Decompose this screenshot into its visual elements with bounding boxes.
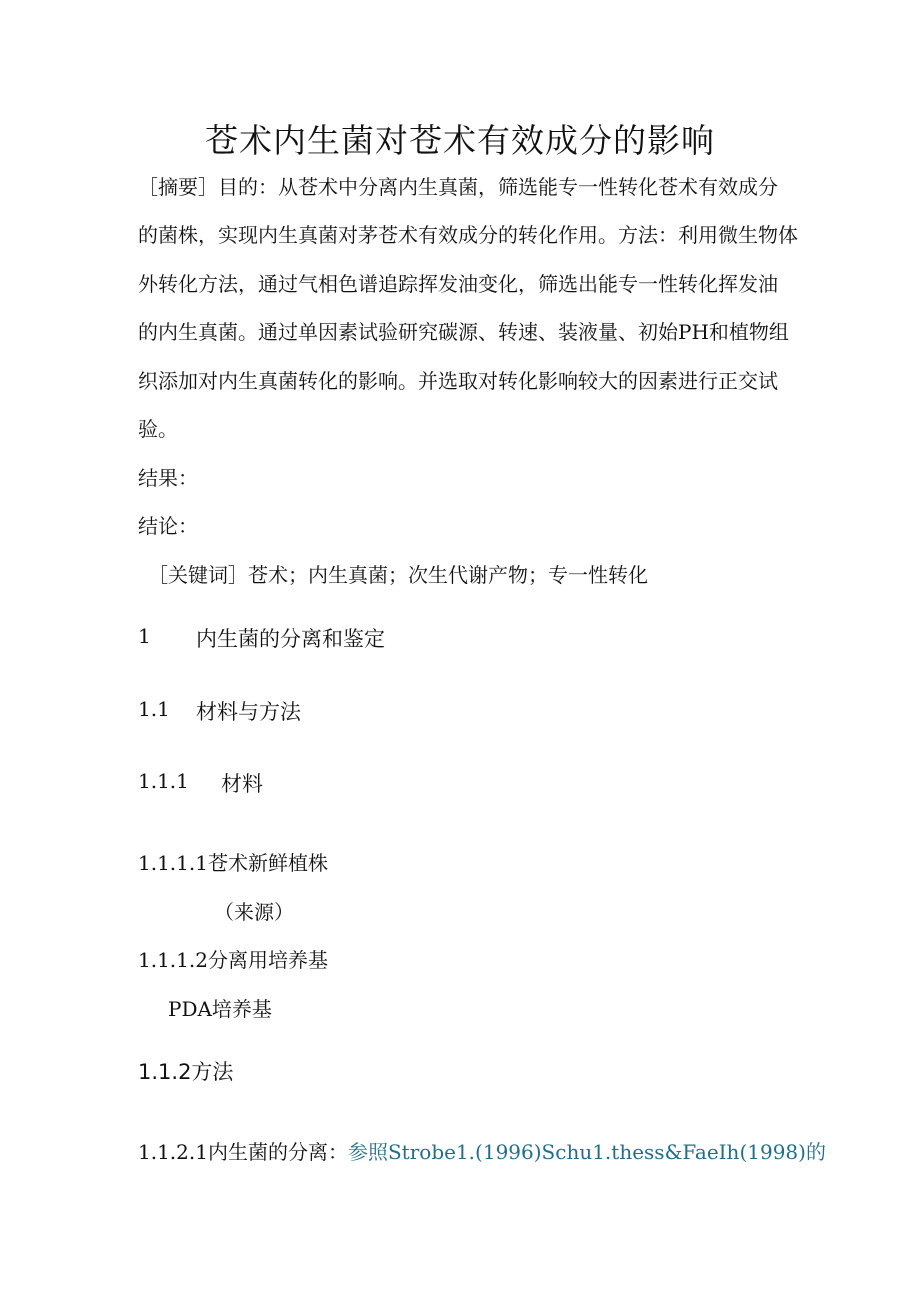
results-label: 结果： bbox=[138, 466, 198, 490]
section-1-1-1-2-heading: 1.1.1.2分离用培养基 bbox=[138, 948, 328, 972]
keywords-line bbox=[148, 551, 648, 600]
section-1-1-1-heading: 材料 bbox=[221, 772, 263, 796]
page-title: 苍术内生菌对苍术有效成分的影响 bbox=[205, 121, 715, 160]
abstract-line: 的内生真菌。通过单因素试验研究碳源、转速、装液量、初始PH和植物组 bbox=[138, 320, 789, 344]
section-1-1-heading: 材料与方法 bbox=[196, 700, 301, 724]
section-1-1-2-1-line bbox=[138, 1128, 826, 1177]
source-note: （来源） bbox=[214, 900, 294, 924]
conclusion-label: 结论： bbox=[138, 514, 198, 538]
abstract-line: 织添加对内生真菌转化的影响。并选取对转化影响较大的因素进行正交试 bbox=[138, 369, 778, 393]
abstract-line: 的菌株，实现内生真菌对茅苍术有效成分的转化作用。方法：利用微生物体 bbox=[138, 223, 798, 247]
section-1-1-number: 1.1 bbox=[138, 697, 170, 721]
section-1-1-1-1-heading: 1.1.1.1苍术新鲜植株 bbox=[138, 851, 328, 875]
reference-citation: 参照Strobe1.(1996)Schu1.thess&FaeIh(1998)的 bbox=[347, 1140, 826, 1164]
section-1-1-2-heading: 1.1.2方法 bbox=[138, 1060, 234, 1084]
section-1-number: 1 bbox=[138, 624, 151, 648]
section-1-heading: 内生菌的分离和鉴定 bbox=[196, 627, 385, 651]
abstract-line: 外转化方法，通过气相色谱追踪挥发油变化，筛选出能专一性转化挥发油 bbox=[138, 272, 778, 296]
section-1-1-2-1-prefix: 1.1.2.1内生菌的分离： bbox=[138, 1140, 348, 1164]
abstract-line: ［摘要］目的：从苍术中分离内生真菌，筛选能专一性转化苍术有效成分 bbox=[138, 175, 778, 199]
abstract-line: 验。 bbox=[138, 417, 178, 441]
keywords-text: 苍术；内生真菌；次生代谢产物；专一性转化 bbox=[248, 563, 648, 587]
keywords-label: ［关键词］ bbox=[148, 563, 248, 587]
section-1-1-1-number: 1.1.1 bbox=[138, 769, 189, 793]
medium-note: PDA培养基 bbox=[168, 997, 272, 1021]
